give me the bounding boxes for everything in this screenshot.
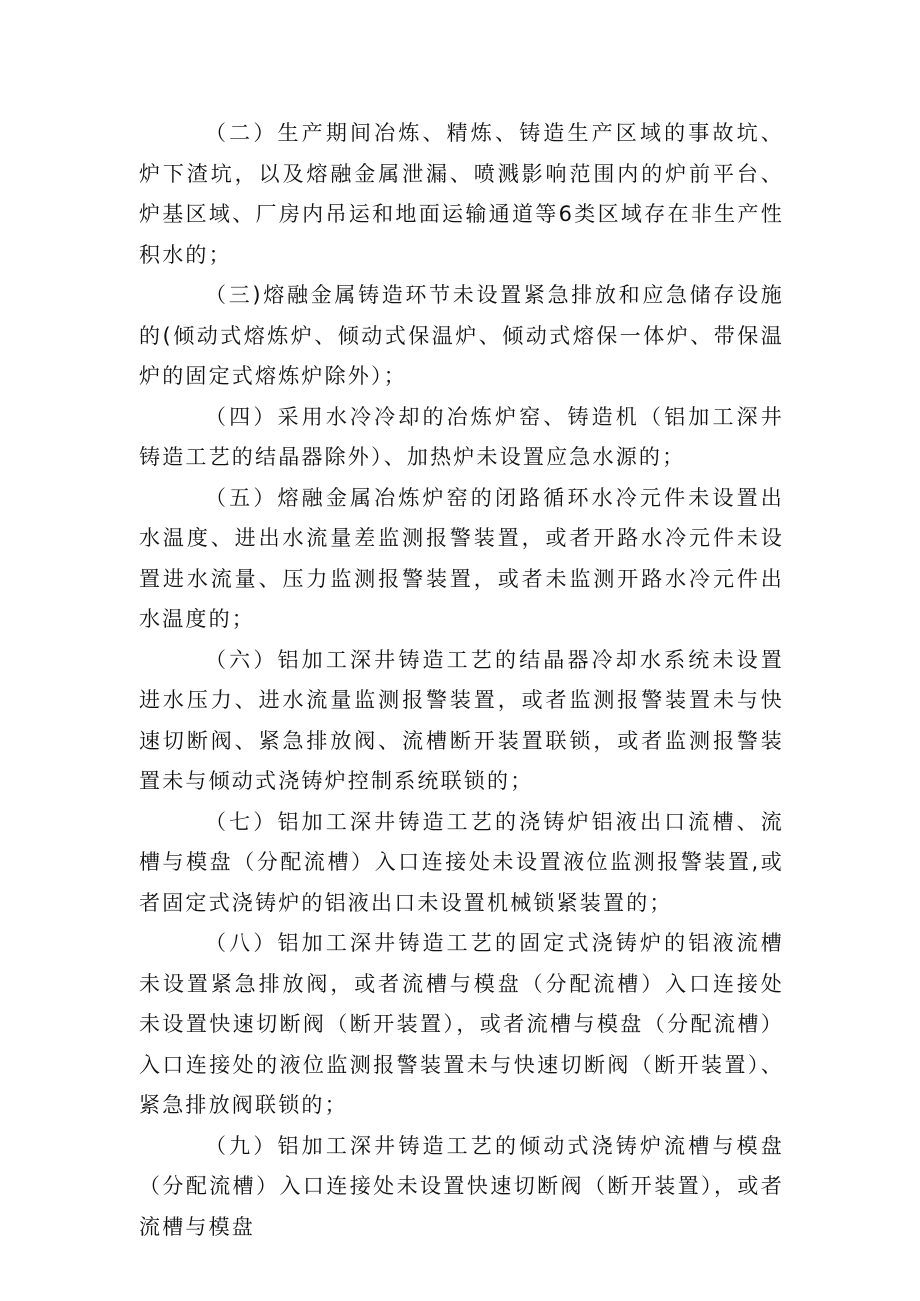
- paragraph-item-8: （八）铝加工深井铸造工艺的固定式浇铸炉的铝液流槽未设置紧急排放阀，或者流槽与模盘（分配流槽）入口连接处未设置快速切断阀（断开装置），或者流槽与模盘（分配流槽）入口连接处的液位监测报警装置未与快速切断阀（断开装置）、紧急排放阀联锁的；: [139, 931, 784, 1117]
- document-page: [139, 113, 784, 1247]
- paragraph-item-4: （四）采用水冷冷却的冶炼炉窑、铸造机（铝加工深井铸造工艺的结晶器除外）、加热炉未设置应急水源的；: [139, 404, 784, 469]
- paragraph-item-2: （二）生产期间冶炼、精炼、铸造生产区域的事故坑、炉下渣坑，以及熔融金属泄漏、喷溅影响范围内的炉前平台、炉基区域、厂房内吊运和地面运输通道等6类区域存在非生产性积水的；: [139, 121, 784, 267]
- paragraph-item-7: （七）铝加工深井铸造工艺的浇铸炉铝液出口流槽、流槽与模盘（分配流槽）入口连接处未设置液位监测报警装置,或者固定式浇铸炉的铝液出口未设置机械锁紧装置的；: [139, 809, 784, 915]
- paragraph-item-9: （九）铝加工深井铸造工艺的倾动式浇铸炉流槽与模盘（分配流槽）入口连接处未设置快速切断阀（断开装置），或者流槽与模盘: [139, 1133, 784, 1239]
- paragraph-item-6: （六）铝加工深井铸造工艺的结晶器冷却水系统未设置进水压力、进水流量监测报警装置，或者监测报警装置未与快速切断阀、紧急排放阀、流槽断开装置联锁，或者监测报警装置未与倾动式浇铸炉控制系统联锁的；: [139, 647, 784, 793]
- paragraph-item-3: （三)熔融金属铸造环节未设置紧急排放和应急储存设施的(倾动式熔炼炉、倾动式保温炉、倾动式熔保一体炉、带保温炉的固定式熔炼炉除外）；: [139, 283, 784, 388]
- paragraph-item-5: （五）熔融金属冶炼炉窑的闭路循环水冷元件未设置出水温度、进出水流量差监测报警装置，或者开路水冷元件未设置进水流量、压力监测报警装置，或者未监测开路水冷元件出水温度的；: [139, 485, 784, 631]
